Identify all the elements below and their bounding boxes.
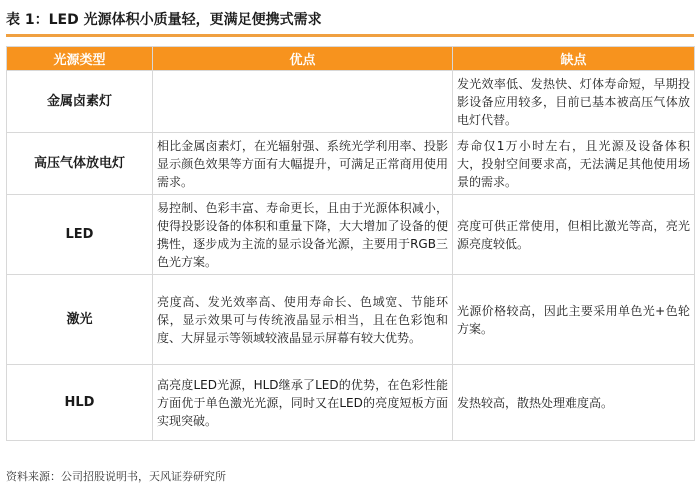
- table-header-row: [7, 47, 695, 71]
- row-type-cell: LED: [7, 195, 153, 275]
- row-type-cell: 金属卤素灯: [7, 71, 153, 133]
- row-cons-cell: 寿命仅1万小时左右，且光源及设备体积大，投射空间要求高，无法满足其他使用场景的需求。: [453, 133, 695, 195]
- row-type-cell: HLD: [7, 365, 153, 441]
- row-type-cell: 高压气体放电灯: [7, 133, 153, 195]
- title-divider: [6, 34, 694, 37]
- source-note: 资料来源：公司招股说明书，天风证券研究所: [6, 470, 226, 483]
- row-cons-cell: 光源价格较高，因此主要采用单色光+色轮方案。: [453, 275, 695, 365]
- light-source-comparison-table: [6, 46, 695, 441]
- header-pros: 优点: [153, 47, 453, 71]
- row-type-cell: 激光: [7, 275, 153, 365]
- row-cons-cell: 发热较高，散热处理难度高。: [453, 365, 695, 441]
- row-pros-cell: 高亮度LED光源，HLD继承了LED的优势，在色彩性能方面优于单色激光光源，同时又在LED的亮度短板方面实现突破。: [153, 365, 453, 441]
- table-title: 表 1：LED 光源体积小质量轻，更满足便携式需求: [6, 12, 322, 28]
- header-light-source-type: 光源类型: [7, 47, 153, 71]
- row-pros-cell: 易控制、色彩丰富、寿命更长，且由于光源体积减小，使得投影设备的体积和重量下降，大大增加了设备的便携性，逐步成为主流的显示设备光源，主要用于RGB三色光方案。: [153, 195, 453, 275]
- header-cons: 缺点: [453, 47, 695, 71]
- row-pros-cell: [153, 71, 453, 133]
- table-row: [7, 71, 695, 133]
- row-cons-cell: 发光效率低、发热快、灯体寿命短，早期投影设备应用较多，目前已基本被高压气体放电灯代替。: [453, 71, 695, 133]
- table-row: [7, 133, 695, 195]
- row-pros-cell: 亮度高、发光效率高、使用寿命长、色域宽、节能环保，显示效果可与传统液晶显示相当，且在色彩饱和度、大屏显示等领域较液晶显示屏幕有较大优势。: [153, 275, 453, 365]
- row-pros-cell: 相比金属卤素灯，在光辐射强、系统光学利用率、投影显示颜色效果等方面有大幅提升，可满足正常商用使用需求。: [153, 133, 453, 195]
- table-row: [7, 195, 695, 275]
- table-row: [7, 275, 695, 365]
- row-cons-cell: 亮度可供正常使用，但相比激光等高，亮光源亮度较低。: [453, 195, 695, 275]
- table-row: [7, 365, 695, 441]
